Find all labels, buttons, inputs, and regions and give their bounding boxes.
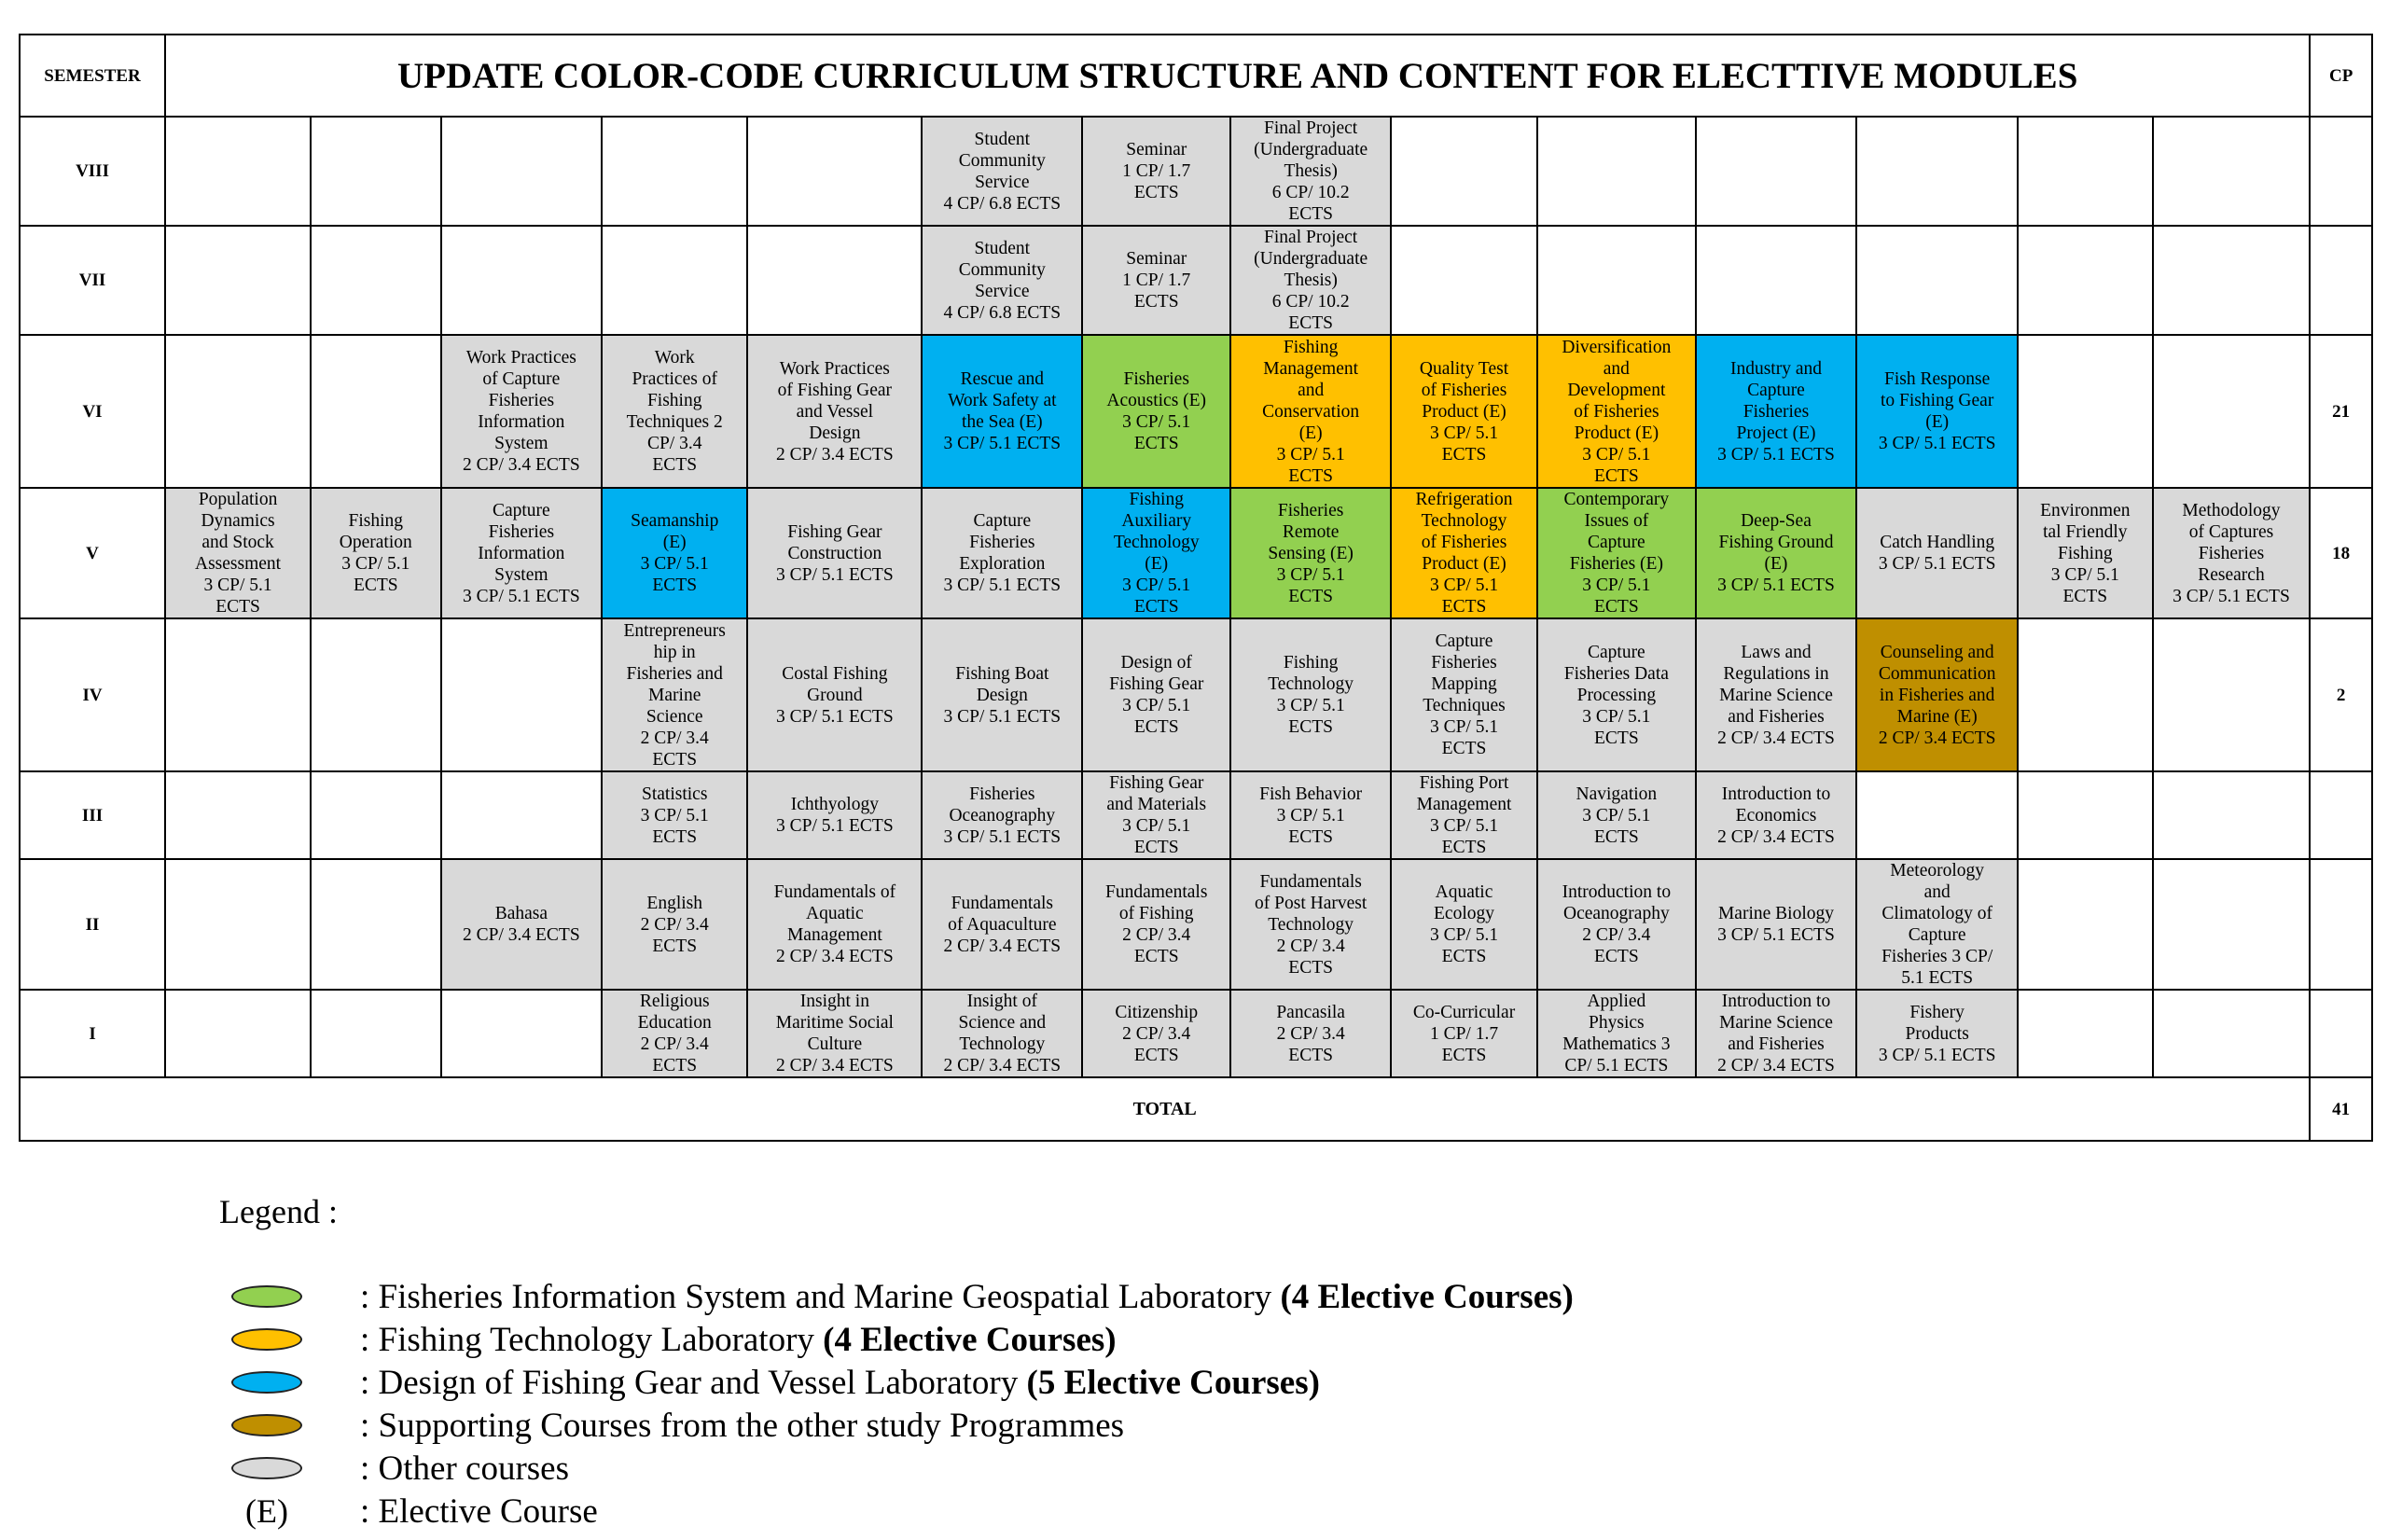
empty-cell: [2018, 990, 2153, 1077]
empty-cell: [2018, 859, 2153, 990]
empty-cell: [2018, 226, 2153, 335]
semester-cp: 18: [2310, 488, 2372, 618]
elective-symbol: (E): [245, 1492, 288, 1530]
semester-row: [20, 488, 2372, 618]
course-cell: Seminar 1 CP/ 1.7 ECTS: [1082, 226, 1230, 335]
empty-cell: [165, 771, 311, 859]
legend-text: [360, 1320, 1117, 1360]
legend-symbol: [231, 1276, 306, 1317]
course-cell: Fishing Gear and Materials 3 CP/ 5.1 ECTS: [1082, 771, 1230, 859]
legend-text: [360, 1363, 1320, 1403]
empty-cell: [2018, 117, 2153, 226]
empty-cell: [441, 226, 603, 335]
course-cell: Environmen tal Friendly Fishing 3 CP/ 5.1 ECTS: [2018, 488, 2153, 618]
course-cell: Final Project (Undergraduate Thesis) 6 CP/ 10.2 ECTS: [1230, 117, 1391, 226]
legend-text: [360, 1406, 1124, 1446]
empty-cell: [165, 859, 311, 990]
empty-cell: [441, 618, 603, 771]
empty-cell: [2153, 859, 2311, 990]
legend-symbol: [231, 1405, 306, 1446]
semester-row: [20, 226, 2372, 335]
semester-header: SEMESTER: [20, 35, 165, 117]
legend-count: (5 Elective Courses): [1026, 1363, 1320, 1402]
course-cell: Fish Behavior 3 CP/ 5.1 ECTS: [1230, 771, 1391, 859]
course-cell: Pancasila 2 CP/ 3.4 ECTS: [1230, 990, 1391, 1077]
empty-cell: [441, 771, 603, 859]
course-cell: Student Community Service 4 CP/ 6.8 ECTS: [922, 117, 1082, 226]
course-cell: Fishing Port Management 3 CP/ 5.1 ECTS: [1391, 771, 1537, 859]
empty-cell: [1856, 771, 2018, 859]
table-title: UPDATE COLOR-CODE CURRICULUM STRUCTURE AND CONTENT FOR ELECTTIVE MODULES: [165, 35, 2310, 117]
course-cell: Laws and Regulations in Marine Science and Fisheries 2 CP/ 3.4 ECTS: [1696, 618, 1857, 771]
legend-item: [231, 1276, 1574, 1317]
empty-cell: [602, 117, 747, 226]
total-row: [20, 1077, 2372, 1141]
course-cell: Capture Fisheries Data Processing 3 CP/ 5.1 ECTS: [1537, 618, 1696, 771]
empty-cell: [311, 226, 440, 335]
course-cell: Fish Response to Fishing Gear (E) 3 CP/ 5.1 ECTS: [1856, 335, 2018, 488]
empty-cell: [441, 117, 603, 226]
course-cell: Capture Fisheries Information System 3 CP/ 5.1 ECTS: [441, 488, 603, 618]
course-cell: Fishing Gear Construction 3 CP/ 5.1 ECTS: [747, 488, 922, 618]
empty-cell: [311, 618, 440, 771]
total-value: 41: [2310, 1077, 2372, 1141]
elective-text: : Elective Course: [360, 1491, 598, 1531]
course-cell: Seminar 1 CP/ 1.7 ECTS: [1082, 117, 1230, 226]
course-cell: Refrigeration Technology of Fisheries Product (E) 3 CP/ 5.1 ECTS: [1391, 488, 1537, 618]
course-cell: Fundamentals of Aquatic Management 2 CP/ 3.4 ECTS: [747, 859, 922, 990]
empty-cell: [1696, 117, 1857, 226]
legend-symbol: [231, 1319, 306, 1360]
course-cell: Insight in Maritime Social Culture 2 CP/ 3.4 ECTS: [747, 990, 922, 1077]
empty-cell: [1856, 117, 2018, 226]
course-cell: Population Dynamics and Stock Assessment 3 CP/ 5.1 ECTS: [165, 488, 311, 618]
course-cell: Fishing Boat Design 3 CP/ 5.1 ECTS: [922, 618, 1082, 771]
legend-text: [360, 1449, 569, 1489]
empty-cell: [441, 990, 603, 1077]
cp-header: CP: [2310, 35, 2372, 117]
course-cell: Fundamentals of Aquaculture 2 CP/ 3.4 ECTS: [922, 859, 1082, 990]
empty-cell: [1537, 117, 1696, 226]
empty-cell: [1537, 226, 1696, 335]
semester-label: IV: [20, 618, 165, 771]
course-cell: Work Practices of Fishing Techniques 2 CP/ 3.4 ECTS: [602, 335, 747, 488]
course-cell: Citizenship 2 CP/ 3.4 ECTS: [1082, 990, 1230, 1077]
semester-row: [20, 117, 2372, 226]
course-cell: Costal Fishing Ground 3 CP/ 5.1 ECTS: [747, 618, 922, 771]
course-cell: Counseling and Communication in Fisheries and Marine (E) 2 CP/ 3.4 ECTS: [1856, 618, 2018, 771]
course-cell: Capture Fisheries Exploration 3 CP/ 5.1 ECTS: [922, 488, 1082, 618]
empty-cell: [1391, 117, 1537, 226]
course-cell: Insight of Science and Technology 2 CP/ 3.4 ECTS: [922, 990, 1082, 1077]
semester-cp: [2310, 771, 2372, 859]
course-cell: Fisheries Oceanography 3 CP/ 5.1 ECTS: [922, 771, 1082, 859]
semester-label: V: [20, 488, 165, 618]
course-cell: Diversification and Development of Fisheries Product (E) 3 CP/ 5.1 ECTS: [1537, 335, 1696, 488]
legend-item: [231, 1405, 1124, 1446]
course-cell: Marine Biology 3 CP/ 5.1 ECTS: [1696, 859, 1857, 990]
empty-cell: [2153, 335, 2311, 488]
curriculum-table: [19, 34, 2373, 1142]
course-cell: Final Project (Undergraduate Thesis) 6 CP/ 10.2 ECTS: [1230, 226, 1391, 335]
course-cell: Ichthyology 3 CP/ 5.1 ECTS: [747, 771, 922, 859]
empty-cell: [747, 226, 922, 335]
course-cell: Deep-Sea Fishing Ground (E) 3 CP/ 5.1 ECTS: [1696, 488, 1857, 618]
semester-cp: 21: [2310, 335, 2372, 488]
empty-cell: [2153, 618, 2311, 771]
course-cell: Fishing Auxiliary Technology (E) 3 CP/ 5.1 ECTS: [1082, 488, 1230, 618]
course-cell: Quality Test of Fisheries Product (E) 3 CP/ 5.1 ECTS: [1391, 335, 1537, 488]
course-cell: Work Practices of Capture Fisheries Information System 2 CP/ 3.4 ECTS: [441, 335, 603, 488]
semester-cp: [2310, 226, 2372, 335]
gray-ellipse-icon: [231, 1457, 302, 1479]
semester-row: [20, 859, 2372, 990]
empty-cell: [2153, 990, 2311, 1077]
course-cell: Introduction to Economics 2 CP/ 3.4 ECTS: [1696, 771, 1857, 859]
semester-row: [20, 771, 2372, 859]
course-cell: Seamanship (E) 3 CP/ 5.1 ECTS: [602, 488, 747, 618]
empty-cell: [311, 117, 440, 226]
empty-cell: [602, 226, 747, 335]
empty-cell: [311, 990, 440, 1077]
legend-description: : Other courses: [360, 1449, 569, 1488]
legend-text: [360, 1277, 1574, 1317]
course-cell: Fishing Operation 3 CP/ 5.1 ECTS: [311, 488, 440, 618]
legend-description: : Fishing Technology Laboratory: [360, 1320, 824, 1359]
legend-count: (4 Elective Courses): [823, 1320, 1117, 1359]
course-cell: Religious Education 2 CP/ 3.4 ECTS: [602, 990, 747, 1077]
course-cell: Applied Physics Mathematics 3 CP/ 5.1 ECTS: [1537, 990, 1696, 1077]
empty-cell: [165, 618, 311, 771]
course-cell: Methodology of Captures Fisheries Research 3 CP/ 5.1 ECTS: [2153, 488, 2311, 618]
empty-cell: [747, 117, 922, 226]
semester-label: VI: [20, 335, 165, 488]
semester-label: VII: [20, 226, 165, 335]
semester-label: I: [20, 990, 165, 1077]
legend-description: : Fisheries Information System and Marine Geospatial Laboratory: [360, 1277, 1281, 1316]
course-cell: Fishing Technology 3 CP/ 5.1 ECTS: [1230, 618, 1391, 771]
semester-row: [20, 990, 2372, 1077]
course-cell: Fundamentals of Post Harvest Technology 2 CP/ 3.4 ECTS: [1230, 859, 1391, 990]
empty-cell: [2018, 771, 2153, 859]
empty-cell: [2018, 335, 2153, 488]
course-cell: Bahasa 2 CP/ 3.4 ECTS: [441, 859, 603, 990]
legend-elective: [229, 1491, 598, 1532]
header-row: [20, 35, 2372, 117]
legend-symbol: [231, 1362, 306, 1403]
empty-cell: [165, 990, 311, 1077]
course-cell: Meteorology and Climatology of Capture Fisheries 3 CP/ 5.1 ECTS: [1856, 859, 2018, 990]
legend-description: : Design of Fishing Gear and Vessel Laboratory: [360, 1363, 1027, 1402]
course-cell: Aquatic Ecology 3 CP/ 5.1 ECTS: [1391, 859, 1537, 990]
course-cell: English 2 CP/ 3.4 ECTS: [602, 859, 747, 990]
course-cell: Introduction to Oceanography 2 CP/ 3.4 ECTS: [1537, 859, 1696, 990]
semester-cp: [2310, 117, 2372, 226]
course-cell: Student Community Service 4 CP/ 6.8 ECTS: [922, 226, 1082, 335]
curriculum-body: [20, 35, 2372, 1141]
empty-cell: [1391, 226, 1537, 335]
brown-ellipse-icon: [231, 1414, 302, 1436]
empty-cell: [311, 335, 440, 488]
empty-cell: [311, 771, 440, 859]
course-cell: Fundamentals of Fishing 2 CP/ 3.4 ECTS: [1082, 859, 1230, 990]
legend-count: (4 Elective Courses): [1280, 1277, 1574, 1316]
course-cell: Statistics 3 CP/ 5.1 ECTS: [602, 771, 747, 859]
course-cell: Fishery Products 3 CP/ 5.1 ECTS: [1856, 990, 2018, 1077]
semester-label: III: [20, 771, 165, 859]
course-cell: Work Practices of Fishing Gear and Vessel Design 2 CP/ 3.4 ECTS: [747, 335, 922, 488]
course-cell: Fisheries Remote Sensing (E) 3 CP/ 5.1 ECTS: [1230, 488, 1391, 618]
semester-cp: 2: [2310, 618, 2372, 771]
empty-cell: [2153, 117, 2311, 226]
semester-row: [20, 335, 2372, 488]
empty-cell: [165, 226, 311, 335]
course-cell: Fishing Management and Conservation (E) 3 CP/ 5.1 ECTS: [1230, 335, 1391, 488]
empty-cell: [165, 117, 311, 226]
blue-ellipse-icon: [231, 1371, 302, 1394]
course-cell: Contemporary Issues of Capture Fisheries (E) 3 CP/ 5.1 ECTS: [1537, 488, 1696, 618]
course-cell: Catch Handling 3 CP/ 5.1 ECTS: [1856, 488, 2018, 618]
course-cell: Design of Fishing Gear 3 CP/ 5.1 ECTS: [1082, 618, 1230, 771]
course-cell: Co-Curricular 1 CP/ 1.7 ECTS: [1391, 990, 1537, 1077]
empty-cell: [311, 859, 440, 990]
legend-description: : Supporting Courses from the other study Programmes: [360, 1406, 1125, 1445]
course-cell: Entrepreneurs hip in Fisheries and Marine Science 2 CP/ 3.4 ECTS: [602, 618, 747, 771]
semester-cp: [2310, 990, 2372, 1077]
legend-item: [231, 1448, 569, 1489]
empty-cell: [2018, 618, 2153, 771]
legend-symbol: [231, 1448, 306, 1489]
empty-cell: [2153, 771, 2311, 859]
course-cell: Introduction to Marine Science and Fisheries 2 CP/ 3.4 ECTS: [1696, 990, 1857, 1077]
course-cell: Rescue and Work Safety at the Sea (E) 3 CP/ 5.1 ECTS: [922, 335, 1082, 488]
empty-cell: [165, 335, 311, 488]
course-cell: Capture Fisheries Mapping Techniques 3 CP/ 5.1 ECTS: [1391, 618, 1537, 771]
green-ellipse-icon: [231, 1285, 302, 1308]
legend-item: [231, 1362, 1320, 1403]
legend-title: Legend :: [219, 1193, 338, 1230]
semester-cp: [2310, 859, 2372, 990]
course-cell: Fisheries Acoustics (E) 3 CP/ 5.1 ECTS: [1082, 335, 1230, 488]
course-cell: Navigation 3 CP/ 5.1 ECTS: [1537, 771, 1696, 859]
empty-cell: [2153, 226, 2311, 335]
semester-label: II: [20, 859, 165, 990]
empty-cell: [1696, 226, 1857, 335]
orange-ellipse-icon: [231, 1328, 302, 1351]
empty-cell: [1856, 226, 2018, 335]
legend-item: [231, 1319, 1117, 1360]
semester-label: VIII: [20, 117, 165, 226]
semester-row: [20, 618, 2372, 771]
total-label: TOTAL: [20, 1077, 2310, 1141]
course-cell: Industry and Capture Fisheries Project (E) 3 CP/ 5.1 ECTS: [1696, 335, 1857, 488]
